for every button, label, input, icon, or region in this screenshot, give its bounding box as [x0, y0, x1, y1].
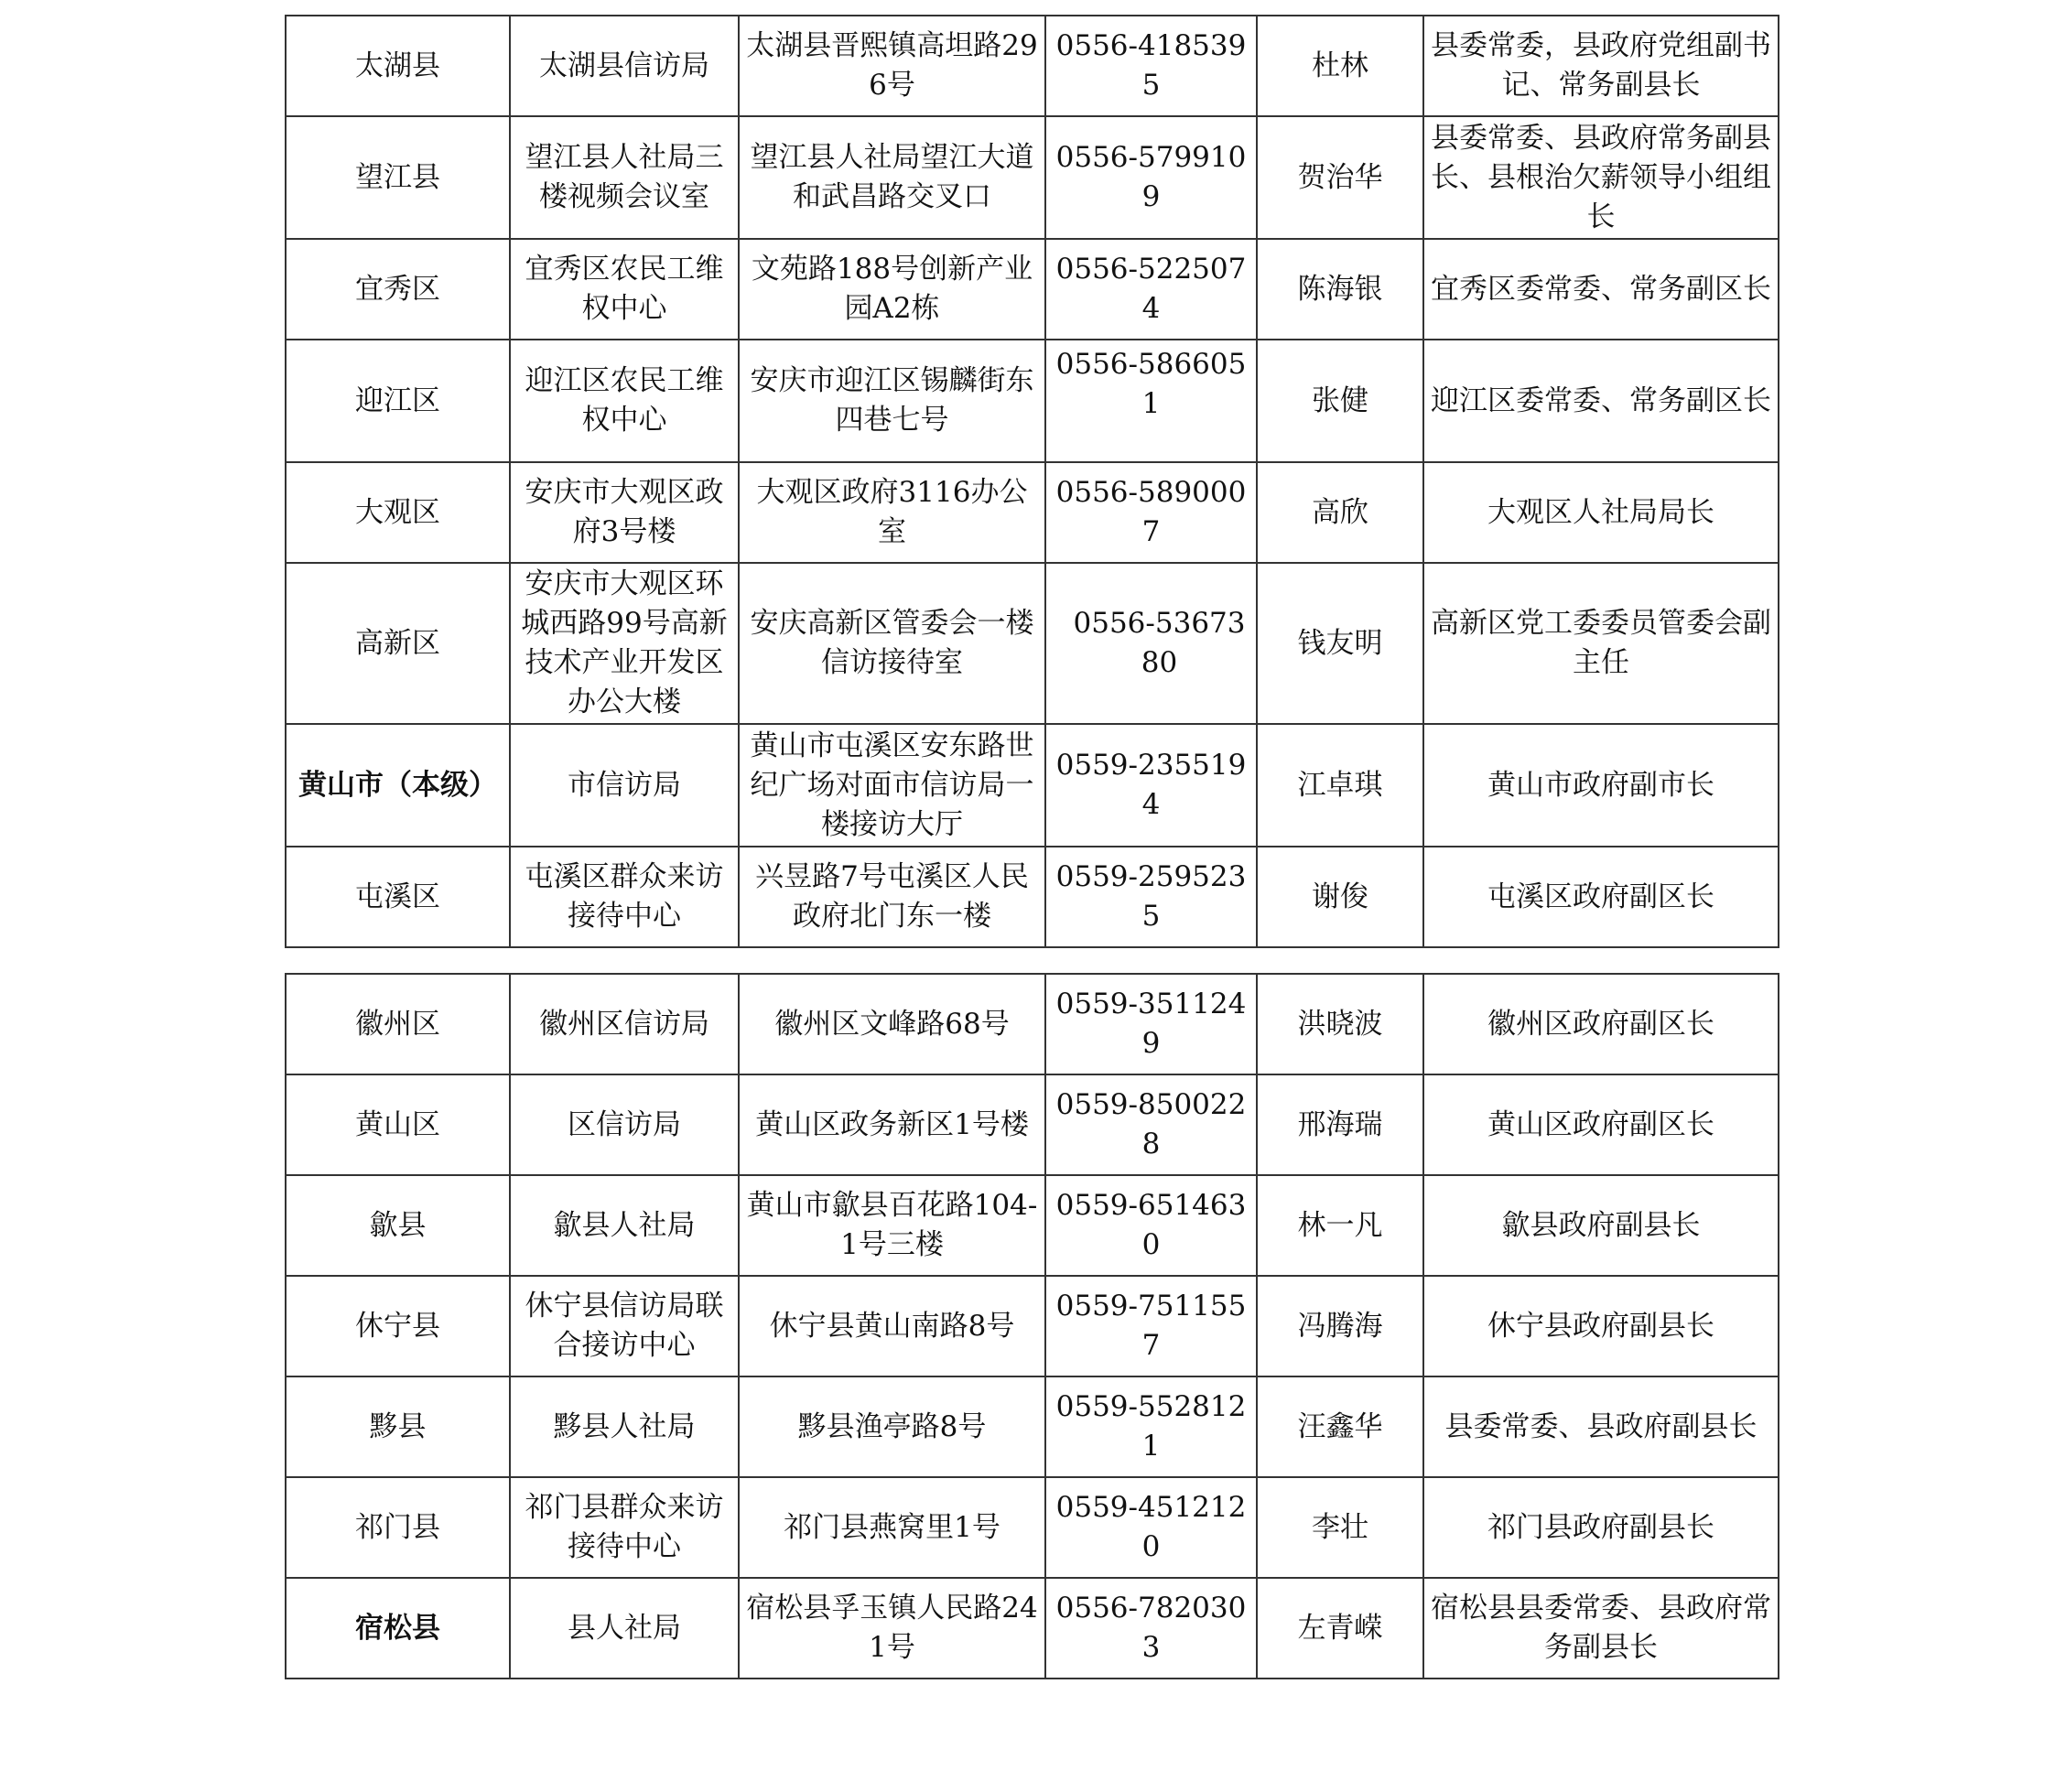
table-row	[286, 1578, 1779, 1679]
leader-cell: 汪鑫华	[1257, 1376, 1423, 1477]
venue-cell: 祁门县群众来访接待中心	[510, 1477, 739, 1578]
venue-cell: 宜秀区农民工维权中心	[510, 239, 739, 340]
table-row	[286, 974, 1779, 1074]
table-row	[286, 563, 1779, 724]
region-cell: 歙县	[286, 1175, 510, 1276]
region-cell: 望江县	[286, 116, 510, 239]
venue-cell: 安庆市大观区政府3号楼	[510, 462, 739, 563]
region-cell: 休宁县	[286, 1276, 510, 1376]
venue-cell: 休宁县信访局联合接访中心	[510, 1276, 739, 1376]
phone-cell: 0556-7820303	[1045, 1578, 1257, 1679]
region-cell: 宿松县	[286, 1578, 510, 1679]
address-cell: 祁门县燕窝里1号	[739, 1477, 1045, 1578]
venue-cell: 望江县人社局三楼视频会议室	[510, 116, 739, 239]
region-cell: 黟县	[286, 1376, 510, 1477]
position-cell: 休宁县政府副县长	[1423, 1276, 1779, 1376]
position-cell: 徽州区政府副区长	[1423, 974, 1779, 1074]
address-cell: 黄山区政务新区1号楼	[739, 1074, 1045, 1175]
table-row	[286, 340, 1779, 462]
region-cell: 黄山区	[286, 1074, 510, 1175]
address-cell: 兴昱路7号屯溪区人民政府北门东一楼	[739, 847, 1045, 947]
leader-cell: 江卓琪	[1257, 724, 1423, 847]
phone-cell: 0559-7511557	[1045, 1276, 1257, 1376]
table-row	[286, 1276, 1779, 1376]
position-cell: 县委常委，县政府党组副书记、常务副县长	[1423, 16, 1779, 116]
contact-table-2	[285, 973, 1779, 1679]
phone-cell: 0556-5225074	[1045, 239, 1257, 340]
region-cell: 大观区	[286, 462, 510, 563]
position-cell: 宜秀区委常委、常务副区长	[1423, 239, 1779, 340]
address-cell: 安庆市迎江区锡麟街东四巷七号	[739, 340, 1045, 462]
leader-cell: 李壮	[1257, 1477, 1423, 1578]
address-cell: 安庆高新区管委会一楼信访接待室	[739, 563, 1045, 724]
phone-cell: 0559-2595235	[1045, 847, 1257, 947]
leader-cell: 左青嵘	[1257, 1578, 1423, 1679]
venue-cell: 迎江区农民工维权中心	[510, 340, 739, 462]
leader-cell: 谢俊	[1257, 847, 1423, 947]
contact-table-1	[285, 15, 1779, 948]
leader-cell: 洪晓波	[1257, 974, 1423, 1074]
leader-cell: 陈海银	[1257, 239, 1423, 340]
leader-cell: 林一凡	[1257, 1175, 1423, 1276]
venue-cell: 屯溪区群众来访接待中心	[510, 847, 739, 947]
venue-cell: 区信访局	[510, 1074, 739, 1175]
address-cell: 休宁县黄山南路8号	[739, 1276, 1045, 1376]
venue-cell: 徽州区信访局	[510, 974, 739, 1074]
table-row	[286, 847, 1779, 947]
phone-cell	[1045, 340, 1257, 462]
table-row	[286, 462, 1779, 563]
region-cell: 徽州区	[286, 974, 510, 1074]
region-cell: 太湖县	[286, 16, 510, 116]
address-cell: 望江县人社局望江大道和武昌路交叉口	[739, 116, 1045, 239]
region-cell: 迎江区	[286, 340, 510, 462]
venue-cell: 县人社局	[510, 1578, 739, 1679]
address-cell: 宿松县孚玉镇人民路241号	[739, 1578, 1045, 1679]
position-cell: 黄山市政府副市长	[1423, 724, 1779, 847]
leader-cell: 贺治华	[1257, 116, 1423, 239]
leader-cell: 钱友明	[1257, 563, 1423, 724]
phone-cell: 0556-4185395	[1045, 16, 1257, 116]
position-cell: 祁门县政府副县长	[1423, 1477, 1779, 1578]
table-row	[286, 724, 1779, 847]
table-row	[286, 1477, 1779, 1578]
position-cell: 宿松县县委常委、县政府常务副县长	[1423, 1578, 1779, 1679]
phone-text: 0556-5866051	[1055, 348, 1247, 420]
phone-cell: 0559-5528121	[1045, 1376, 1257, 1477]
address-cell: 大观区政府3116办公室	[739, 462, 1045, 563]
leader-cell: 杜林	[1257, 16, 1423, 116]
phone-cell: 0556-5890007	[1045, 462, 1257, 563]
region-cell: 祁门县	[286, 1477, 510, 1578]
table-row	[286, 239, 1779, 340]
table-row	[286, 1074, 1779, 1175]
venue-cell: 太湖县信访局	[510, 16, 739, 116]
venue-cell: 黟县人社局	[510, 1376, 739, 1477]
table-row	[286, 116, 1779, 239]
venue-cell: 安庆市大观区环城西路99号高新技术产业开发区办公大楼	[510, 563, 739, 724]
position-cell: 屯溪区政府副区长	[1423, 847, 1779, 947]
phone-cell: 0559-3511249	[1045, 974, 1257, 1074]
region-cell: 黄山市（本级）	[286, 724, 510, 847]
phone-cell: 0556-5799109	[1045, 116, 1257, 239]
address-cell: 黟县渔亭路8号	[739, 1376, 1045, 1477]
venue-cell: 歙县人社局	[510, 1175, 739, 1276]
address-cell: 黄山市屯溪区安东路世纪广场对面市信访局一楼接访大厅	[739, 724, 1045, 847]
phone-cell: 0559-8500228	[1045, 1074, 1257, 1175]
phone-cell: 0559-4512120	[1045, 1477, 1257, 1578]
position-cell: 高新区党工委委员管委会副主任	[1423, 563, 1779, 724]
position-cell: 县委常委、县政府常务副县长、县根治欠薪领导小组组长	[1423, 116, 1779, 239]
address-cell: 太湖县晋熙镇高坦路296号	[739, 16, 1045, 116]
position-cell: 大观区人社局局长	[1423, 462, 1779, 563]
position-cell: 县委常委、县政府副县长	[1423, 1376, 1779, 1477]
phone-cell: 0559-2355194	[1045, 724, 1257, 847]
venue-cell: 市信访局	[510, 724, 739, 847]
leader-cell: 冯腾海	[1257, 1276, 1423, 1376]
leader-cell: 高欣	[1257, 462, 1423, 563]
leader-cell: 张健	[1257, 340, 1423, 462]
table-row	[286, 1175, 1779, 1276]
phone-cell: 0559-6514630	[1045, 1175, 1257, 1276]
region-cell: 屯溪区	[286, 847, 510, 947]
table-row	[286, 16, 1779, 116]
address-cell: 文苑路188号创新产业园A2栋	[739, 239, 1045, 340]
phone-cell: 0556-5367380	[1045, 563, 1257, 724]
position-cell: 黄山区政府副区长	[1423, 1074, 1779, 1175]
position-cell: 迎江区委常委、常务副区长	[1423, 340, 1779, 462]
position-cell: 歙县政府副县长	[1423, 1175, 1779, 1276]
address-cell: 黄山市歙县百花路104-1号三楼	[739, 1175, 1045, 1276]
region-cell: 高新区	[286, 563, 510, 724]
address-cell: 徽州区文峰路68号	[739, 974, 1045, 1074]
leader-cell: 邢海瑞	[1257, 1074, 1423, 1175]
table-row	[286, 1376, 1779, 1477]
region-cell: 宜秀区	[286, 239, 510, 340]
